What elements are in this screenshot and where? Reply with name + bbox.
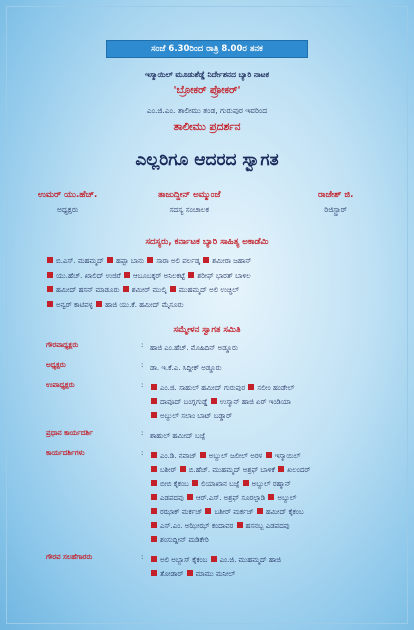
names-line [150,409,386,423]
bullet-square-icon [151,556,157,562]
bullet-square-icon [180,466,186,472]
bullet-square-icon [188,272,194,278]
names-line [150,519,386,533]
names-line [150,429,386,443]
member-convenor [158,190,220,215]
person-name: ರಾಜೇಶ್ ಜಿ. [318,190,354,200]
committee-heading: ಸಮ್ಮೇಳನ ಸ್ವಾಗತ ಸಮಿತಿ [173,325,241,335]
committee-row [46,341,386,355]
members-row [46,254,376,269]
bullet-square-icon [237,522,243,528]
committee-member-name: ದಾವೂದ್ ಬಂಗ್ಲಗುಡ್ಡೆ [160,398,208,406]
member-name: ಹಾಜಿ ಯು.ಕೆ. ಹಮೀದ್ ಮೈಸೂರು [105,300,184,309]
time-banner: ಸಂಜೆ 6.30ರಿಂದ ರಾತ್ರಿ 8.00ರ ತನಕ [106,40,308,58]
committee-member-name: ಎಂ.ಜಿ. ಸಾಹುಲ್ ಹಮೀದ್ ಗುರುಪುರ [160,384,246,392]
committee-names [150,553,386,581]
bullet-square-icon [211,556,217,562]
committee-row [46,361,386,375]
committee-member-name: ಇಸ್ಮಾಯಿಲ್ [274,452,301,460]
committee-member-name: ಹಾಜಿ ಎಂ.ಹೆಚ್. ಮೊಹಿದಿನ್ ಅಡ್ಡೂರು [150,344,238,352]
welcome-heading: ಎಲ್ಲರಿಗೂ ಆದರದ ಸ್ವಾಗತ [135,150,279,170]
bullet-square-icon [192,480,198,486]
bullet-square-icon [151,570,157,576]
committee-names [150,381,386,423]
names-line [150,361,386,375]
bullet-square-icon [257,508,263,514]
committee-member-name: ಹಮೀದ್ ಕೈಕಂಬ [265,508,304,516]
bullet-square-icon [124,272,130,278]
committee-member-name: ರಝಾಕ್ ಮರ್ಕಜ್ [160,508,203,516]
bullet-square-icon [151,522,157,528]
committee-row [46,429,386,443]
bullet-square-icon [187,494,193,500]
intro-line: ಇಸ್ಮಾಯಿಲ್ ಮೂಡುಶೆಡ್ಡೆ ನಿರ್ದೇಶನದ ಬ್ಯಾರಿ ನಾಟಕ [144,70,270,79]
committee-member-name: ಖಲಂದರ್ [287,466,311,474]
bullet-square-icon [151,480,157,486]
member-name: ಶಮೀರಾ ಜಹಾನ್ [212,257,252,265]
committee-member-name: ಅಬ್ದುಲ್ ಜಲೀಲ್ ಅರಳ [208,452,263,460]
committee-member-name: ಉಸ್ಮಾನ್ ಹಾಜಿ ಏರ್ ಇಂಡಿಯಾ [219,398,291,406]
bullet-square-icon [211,398,217,404]
person-role: ರಿಜಿಸ್ಟ್ರಾರ್ [324,205,348,214]
member-name: ಮುಹಮ್ಮದ್ ಅಲಿ ಉಚ್ಚಿಲ್ [178,286,240,294]
committee-member-name: ಬೀಬಿ ಕೈಕಂಬ [160,480,189,488]
bullet-square-icon [187,570,193,576]
bullet-square-icon [278,466,284,472]
bullet-square-icon [47,286,53,292]
bullet-square-icon [151,384,157,390]
committee-member-name: ಅಬ್ದುಲ್ ಸಲಾಂ ಬಾಟ್ ಬಡ್ಡಾರ್ [160,412,233,420]
committee-member-name: ಬಶೀರ್ ಮರ್ಕಜ್ [214,508,254,516]
registrar [318,190,353,215]
members-list [46,254,376,312]
committee-row [46,553,386,581]
member-name: ಹಫ್ಸಾ ಬಾನು [116,257,145,265]
bullet-square-icon [266,452,272,458]
colon-separator: : [141,341,144,349]
bullet-square-icon [151,536,157,542]
bullet-square-icon [203,257,209,263]
names-line [150,533,386,547]
committee-names [150,361,386,375]
member-name: ಹಮೀದ್ ಹಸನ್ ಮಾಡೂರು [56,286,120,294]
bullet-square-icon [268,494,274,500]
bullet-square-icon [47,272,53,278]
names-line [150,341,386,355]
colon-separator: : [141,553,144,561]
member-name: ಅನ್ವರ್ ಕಾಟಿಪಳ್ಳ [56,300,93,309]
committee-member-name: ಶಂಸುದ್ದೀನ್ ಮಡಿಕೇರಿ [160,536,209,544]
bullet-square-icon [205,508,211,514]
committee-row [46,449,386,547]
committee-names [150,429,386,443]
member-name: ಶರೀಫ್ ಭಾರತ್ ಬಾಳಿಲ [197,271,251,280]
committee-list [46,341,386,587]
play-title: 'ಬ್ರೋಕರ್ ಪ್ರೋಕರ್' [173,85,241,96]
bullet-square-icon [151,508,157,514]
committee-role-label: ಕಾರ್ಯದರ್ಶಿಗಳು [46,449,85,457]
committee-member-name: ಆರ್.ಎಸ್. ಅಶ್ರಫ್ ಸೂರಲ್ಪಾಡಿ [195,494,266,502]
committee-member-name: ಅಲಿ ಅಬ್ಬಾಸ್ ಕೈಕಂಬ [160,556,208,564]
committee-member-name: ಎಡಪದವು [160,494,184,502]
names-line [150,553,386,567]
committee-member-name: ಬಿ.ಹೆಚ್. ಮುಹಮ್ಮದ್ ಅಶ್ರಫ್ ಬಾಳಿಕೆ [188,466,275,474]
bullet-square-icon [151,466,157,472]
bullet-square-icon [200,452,206,458]
members-heading: ಸದಸ್ಯರು, ಕರ್ನಾಟಕ ಬ್ಯಾರಿ ಸಾಹಿತ್ಯ ಅಕಾಡೆಮಿ [145,237,269,247]
bullet-square-icon [147,257,153,263]
committee-member-name: ಅಬ್ದುಲ್ ರಹ್ಮಾನ್ [251,480,292,488]
bullet-square-icon [243,480,249,486]
committee-member-name: ಮಾಮು ಮನೀಲ್ [195,570,236,578]
committee-member-name: ಸಲೀಂ ಹಂಡೇಲ್ [257,384,295,392]
colon-separator: : [141,449,144,457]
members-row [46,298,376,313]
person-name: ತಾಜುದ್ದೀನ್ ಅಮ್ಮುಂಜೆ [158,190,221,200]
member-name: ಆಬೂಬಕ್ಕರ್ ಅನಿಲಕಟ್ಟೆ [133,271,186,280]
bullet-square-icon [151,452,157,458]
bullet-square-icon [107,257,113,263]
person-role: ಅಧ್ಯಕ್ಷರು [56,205,79,214]
names-line [150,449,386,463]
member-name: ಯು.ಹೆಚ್. ಖಾಲಿದ್ ಉಜಿರೆ [56,271,121,280]
colon-separator: : [141,381,144,389]
names-line [150,381,386,395]
names-line [150,477,386,491]
bullet-square-icon [96,301,102,307]
bullet-square-icon [248,384,254,390]
colon-separator: : [141,361,144,369]
committee-role-label: ಉಪಾಧ್ಯಕ್ಷರು [46,381,75,389]
person-name: ಉಮರ್ ಯು.ಹೆಚ್. [38,190,98,200]
bullet-square-icon [47,301,53,307]
committee-member-name: ಶಾಹುಲ್ ಹಮೀದ್ ಬಜ್ಪೆ [150,432,206,440]
bullet-square-icon [151,494,157,500]
members-row [46,283,376,298]
committee-member-name: ಬಶೀರ್ [160,466,177,474]
names-line [150,567,386,581]
performance-line: ತಾಲೀಮು ಪ್ರದರ್ಶನ [173,121,241,133]
names-line [150,505,386,519]
bullet-square-icon [123,286,129,292]
members-row [46,269,376,284]
bullet-square-icon [170,286,176,292]
troupe-line: ಎಂ.ಜಿ.ಎಂ. ತಾಲೀಮು ತಂಡ, ಗುರುಪುರ ಇವರಿಂದ [146,106,268,115]
committee-member-name: ತೋಡಾರ್ [160,570,184,578]
bullet-square-icon [151,412,157,418]
names-line [150,491,386,505]
committee-member-name: ಎಂ.ಜಿ. ಮುಹಮ್ಮದ್ ಹಾಜಿ [219,556,281,564]
member-name: ಶಮೀರ್ ಮುಲ್ಕಿ [131,286,167,294]
committee-member-name: ಡಾ. ಇ.ಕೆ.ಎ. ಸಿದ್ದೀಕ್ ಅಡ್ಡೂರು [150,364,222,372]
committee-role-label: ಗೌರವಾಧ್ಯಕ್ಷರು [46,341,79,349]
committee-names [150,449,386,547]
bullet-square-icon [151,398,157,404]
committee-member-name: ಅಬ್ದುಲ್ [277,494,297,502]
bullet-square-icon [47,257,53,263]
committee-names [150,341,386,355]
committee-role-label: ಅಧ್ಯಕ್ಷರು [46,361,66,369]
committee-row [46,381,386,423]
member-name: ಸಾರಾ ಅಲಿ ಪರ್ಲಡ್ಕ [156,257,200,265]
person-role: ಸದಸ್ಯ ಸಂಚಾಲಕ [169,205,209,214]
names-line [150,463,386,477]
committee-member-name: ಹಸನಬ್ಬ ಎಡಪದವು [245,522,290,530]
colon-separator: : [141,429,144,437]
member-name: ಬಿ.ಎಸ್. ಮಹಮ್ಮದ್ [56,257,104,265]
president [38,190,97,215]
committee-member-name: ಎಸ್.ಎಂ. ಅಝೀಝ್ ಕಂದಾವರ [160,522,234,530]
names-line [150,395,386,409]
committee-member-name: ಲಿಯಾಖಾನ ಬಜ್ಪೆ [201,480,240,488]
committee-member-name: ಎಂ.ಡಿ. ನವಾಜ್ [160,452,197,460]
committee-role-label: ಪ್ರಧಾನ ಕಾರ್ಯದರ್ಶಿ [46,429,93,437]
committee-role-label: ಗೌರವ ಸಲಹೆಗಾರರು [46,553,93,561]
